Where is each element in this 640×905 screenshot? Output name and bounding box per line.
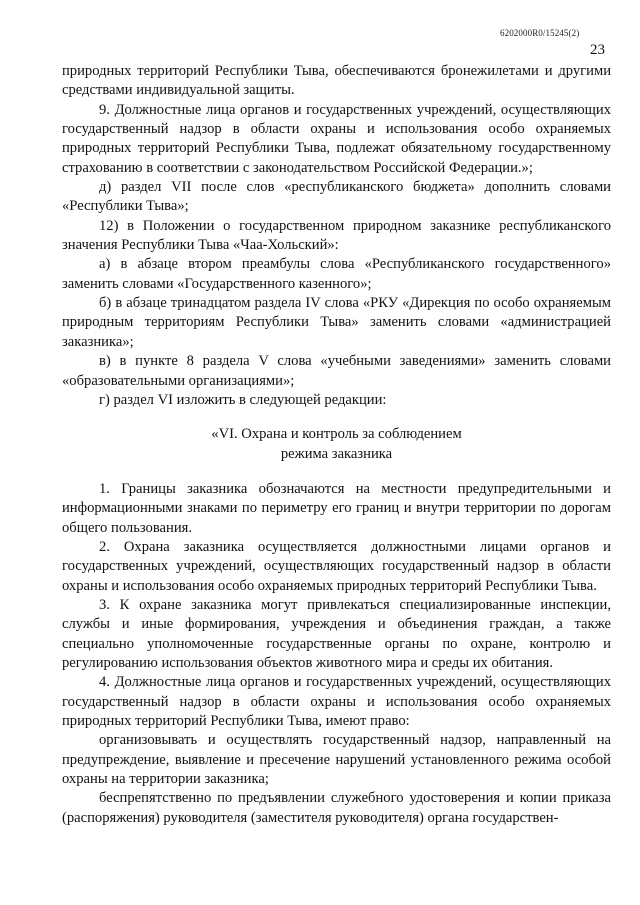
paragraph: 12) в Положении о государственном природном заказнике республиканского значения Республики Тыва «Чаа-Хольский»: bbox=[62, 217, 611, 254]
section-title-line: режима заказника bbox=[280, 445, 393, 462]
paragraph: в) в пункте 8 раздела V слова «учебными заведениями» заменить словами «образовательными организациями»; bbox=[62, 353, 611, 389]
section-title-line: «VI. Охрана и контроль за соблюдением bbox=[211, 426, 462, 443]
paragraph: 9. Должностные лица органов и государственных учреждений, осуществляющих государственный надзор в области охраны и использования особо охраняемых природных территорий Республики Тыва, подлежат обязательному государственному страхованию в соответствии с законодательством Российской Федерации.»; bbox=[62, 101, 611, 176]
paragraph: 2. Охрана заказника осуществляется должностными лицами органов и государственных учреждений, осуществляющих государственный надзор в области охраны и использования особо охраняемых природных территорий Республики Тыва. bbox=[62, 538, 611, 594]
paragraph: б) в абзаце тринадцатом раздела IV слова «РКУ «Дирекция по особо охраняемым природным территориям Республики Тыва» заменить словами «администрацией заказника»; bbox=[62, 295, 611, 350]
paragraph: беспрепятственно по предъявлении служебного удостоверения и копии приказа (распоряжения) руководителя (заместителя руководителя) органа государствен- bbox=[62, 790, 611, 826]
section-title bbox=[62, 425, 611, 464]
paragraph: 1. Границы заказника обозначаются на местности предупредительными и информационными знаками по периметру его границ и внутри территории по дорогам общего пользования. bbox=[62, 480, 611, 536]
paragraph: природных территорий Республики Тыва, обеспечиваются бронежилетами и другими средствами индивидуальной защиты. bbox=[62, 63, 611, 99]
paragraph: организовывать и осуществлять государственный надзор, направленный на предупреждение, выявление и пресечение нарушений установленного режима особой охраны на территории заказника; bbox=[62, 732, 611, 788]
paragraph: г) раздел VI изложить в следующей редакции: bbox=[99, 391, 387, 408]
paragraph: 3. К охране заказника могут привлекаться специализированные инспекции, службы и иные формирования, учреждения и объединения граждан, а также специально уполномоченные государственные органы по охране, контролю и регулированию использования объектов животного мира и среды их обитания. bbox=[62, 596, 611, 671]
paragraph: д) раздел VII после слов «республиканского бюджета» дополнить словами «Республики Тыва»; bbox=[62, 179, 611, 215]
document-body bbox=[62, 62, 611, 828]
paragraph: 4. Должностные лица органов и государственных учреждений, осуществляющих государственный надзор в области охраны и использования особо охраняемых природных территорий Республики Тыва, имеют право: bbox=[62, 674, 611, 729]
document-code: 6202000R0/15245(2) bbox=[500, 28, 580, 38]
page-number: 23 bbox=[590, 42, 605, 58]
paragraph: а) в абзаце втором преамбулы слова «Республиканского государственного» заменить словами «Государственного казенного»; bbox=[62, 256, 611, 292]
